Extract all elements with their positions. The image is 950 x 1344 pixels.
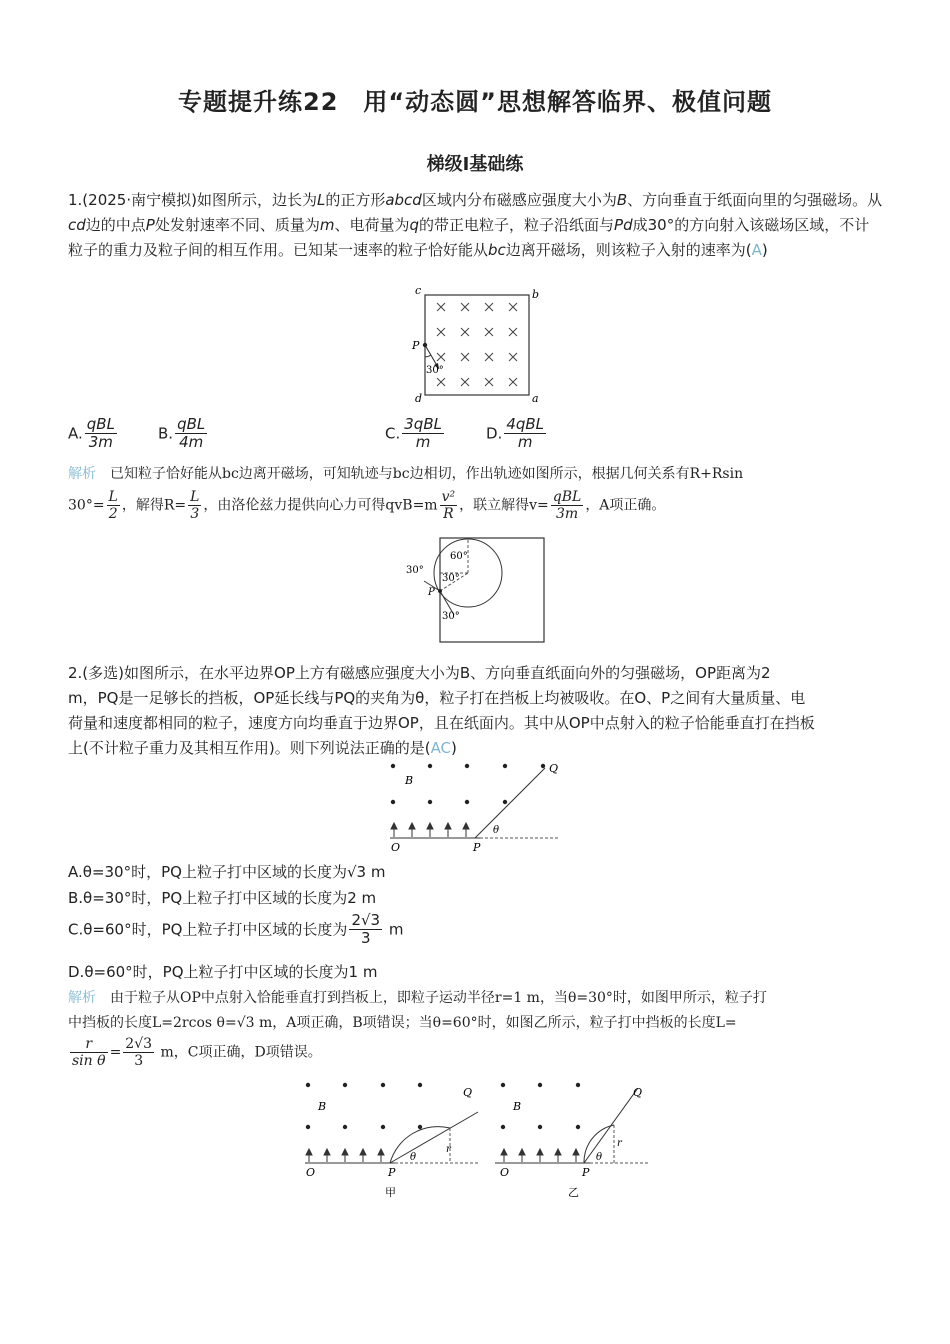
q2-stem-line2: m，PQ是一足够长的挡板，OP延长线与PQ的夹角为θ，粒子打在挡板上均被吸收。在O、P之间有大量质量、电	[68, 689, 806, 707]
svg-text:P: P	[388, 1166, 396, 1179]
fig1-label-b: b	[532, 288, 540, 301]
q2-solution-line1: 解析 由于粒子从OP中点射入恰能垂直打到挡板上，即粒子运动半径r=1 m，当θ=30°时，如图甲所示，粒子打	[68, 990, 767, 1006]
solfig1-label-P: P	[428, 587, 435, 598]
q1-solution-line2: 30°= $\frac{L}{2}$ ，解得R= $\frac{L}{3}$ ，由洛伦兹力提供向心力可得qvB=m $\frac{\text{v²}}{R}$ ，联立解得v= $\frac{\text{qBL}}{3m}$ ，A项正确。	[68, 489, 666, 523]
svg-text:θ: θ	[596, 1152, 603, 1163]
q2-stem-line1: 2.(多选)如图所示，在水平边界OP上方有磁感应强度大小为B、方向垂直纸面向外的匀强磁场，OP距离为2	[68, 664, 771, 682]
q2-figure	[385, 758, 565, 853]
figure-jia-caption: 甲	[385, 1186, 396, 1199]
figure-jia	[305, 1083, 480, 1199]
q1-option-d[interactable]: D. $\frac{\text{4qBL}}{m}$	[486, 415, 545, 452]
jia-label-r: r	[446, 1144, 451, 1155]
fig2-label-P: P	[473, 841, 481, 853]
section-heading: 梯级Ⅰ基础练	[426, 154, 524, 175]
svg-text:θ: θ	[410, 1152, 417, 1163]
solfig1-angle-30c: 30°	[442, 611, 460, 622]
q2-option-d[interactable]: D.θ=60°时，PQ上粒子打中区域的长度为1 m	[68, 963, 378, 981]
fig1-label-a: a	[532, 392, 539, 405]
q2-solution-figures	[300, 1080, 660, 1205]
solfig1-angle-30b: 30°	[442, 573, 460, 584]
q2-answer: AC	[430, 739, 452, 757]
svg-text:B: B	[513, 1100, 522, 1113]
svg-text:O: O	[500, 1166, 510, 1179]
q1-stem: 1.(2025·南宁模拟)如图所示，边长为L的正方形abcd区域内分布磁感应强度大小为B、方向垂直于纸面向里的匀强磁场。从cd边的中点P处发射速率不同、质量为m、电荷量为q的带正电粒子，粒子沿纸面与Pd成30°的方向射入该磁场区域，不计粒子的重力及粒子间的相互作用。已知某一速率的粒子恰好能从bc边离开磁场，则该粒子入射的速率为(A)	[68, 191, 883, 259]
q1-figure	[405, 285, 555, 405]
q1-option-a[interactable]: A. $\frac{\text{qBL}}{3m}$	[68, 415, 115, 452]
magnetic-field-dots	[391, 764, 545, 804]
fig1-label-d: d	[415, 392, 423, 405]
figure-yi	[495, 1083, 650, 1199]
svg-text:B: B	[318, 1100, 327, 1113]
q2-option-a[interactable]: A.θ=30°时，PQ上粒子打中区域的长度为√3 m	[68, 863, 386, 881]
fig2-label-Q: Q	[549, 762, 559, 775]
q1-answer: A	[751, 241, 762, 259]
particle-arrows	[391, 823, 469, 837]
svg-text:r: r	[617, 1138, 622, 1149]
svg-text:O: O	[306, 1166, 316, 1179]
solfig1-angle-30a: 30°	[406, 565, 424, 576]
figure-yi-caption: 乙	[568, 1186, 579, 1199]
q2-stem-line3: 荷量和速度都相同的粒子，速度方向均垂直于边界OP，且在纸面内。其中从OP中点射入的粒子恰能垂直打在挡板	[68, 714, 815, 732]
svg-text:P: P	[582, 1166, 590, 1179]
fig2-label-theta: θ	[493, 825, 500, 836]
q2-solution-line3: $\frac{r}{\text{sin θ}}$ = $\frac{2√3}{3}$ m，C项正确，D项错误。	[72, 1036, 322, 1070]
fig1-label-c: c	[415, 285, 422, 297]
svg-text:Q: Q	[463, 1086, 473, 1099]
svg-text:Q: Q	[633, 1086, 643, 1099]
fig1-angle: 30°	[426, 365, 444, 376]
fig2-label-B: B	[405, 774, 414, 787]
q2-option-c[interactable]: C.θ=60°时，PQ上粒子打中区域的长度为 $\frac{2√3}{3}$ m	[68, 911, 404, 948]
q1-solution-line1: 解析 已知粒子恰好能从bc边离开磁场，可知轨迹与bc边相切，作出轨迹如图所示，根据几何关系有R+Rsin	[68, 466, 744, 482]
fig2-label-O: O	[391, 841, 401, 853]
page-title: 专题提升练22 用“动态圆”思想解答临界、极值问题	[178, 88, 772, 116]
q2-solution-line2: 中挡板的长度L=2rcos θ=√3 m，A项正确，B项错误；当θ=60°时，如图乙所示，粒子打中挡板的长度L=	[68, 1015, 737, 1031]
q2-solution-tag: 解析	[68, 990, 96, 1006]
q2-stem-line4: 上(不计粒子重力及其相互作用)。则下列说法正确的是(AC)	[68, 739, 457, 757]
fig1-label-P: P	[412, 339, 420, 352]
q1-option-b[interactable]: B. $\frac{\text{qBL}}{4m}$	[158, 415, 206, 452]
q1-solution-tag: 解析	[68, 466, 96, 482]
q1-option-c[interactable]: C. $\frac{\text{3qBL}}{m}$	[385, 415, 442, 452]
q2-option-b[interactable]: B.θ=30°时，PQ上粒子打中区域的长度为2 m	[68, 889, 377, 907]
q1-solution-figure	[400, 535, 550, 645]
solfig1-angle-60: 60°	[450, 551, 468, 562]
magnetic-field-crosses	[437, 303, 517, 386]
